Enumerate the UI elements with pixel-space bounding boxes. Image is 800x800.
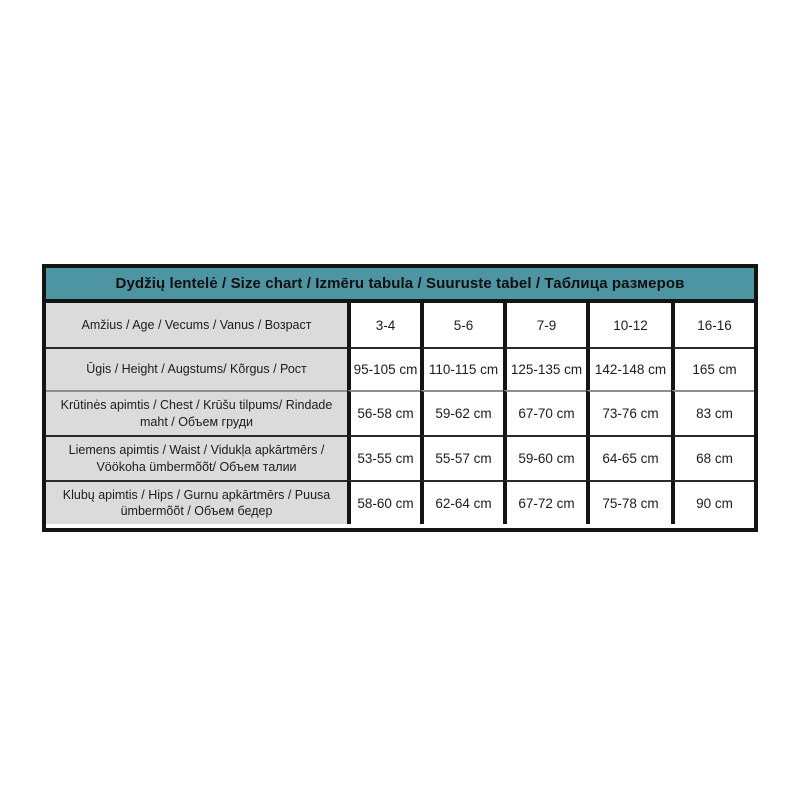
- cell-waist-size4: 64-65 cm: [586, 435, 671, 480]
- cell-height-size5: 165 cm: [671, 347, 754, 390]
- cell-chest-size1: 56-58 cm: [347, 390, 420, 435]
- cell-waist-size5: 68 cm: [671, 435, 754, 480]
- cell-age-size1: 3-4: [347, 303, 420, 347]
- size-chart-table: [42, 264, 758, 532]
- cell-age-size5: 16-16: [671, 303, 754, 347]
- table-title: Dydžių lentelė / Size chart / Izmēru tabula / Suuruste tabel / Таблица размеров: [46, 268, 754, 303]
- cell-height-size2: 110-115 cm: [420, 347, 503, 390]
- cell-chest-size5: 83 cm: [671, 390, 754, 435]
- row-label-chest: Krūtinės apimtis / Chest / Krūšu tilpums/ Rindade maht / Объем груди: [46, 390, 347, 435]
- cell-waist-size3: 59-60 cm: [503, 435, 586, 480]
- cell-height-size1: 95-105 cm: [347, 347, 420, 390]
- cell-hips-size3: 67-72 cm: [503, 480, 586, 524]
- cell-waist-size1: 53-55 cm: [347, 435, 420, 480]
- cell-height-size3: 125-135 cm: [503, 347, 586, 390]
- cell-age-size3: 7-9: [503, 303, 586, 347]
- row-label-height: Ūgis / Height / Augstums/ Kõrgus / Рост: [46, 347, 347, 390]
- table-body: [46, 303, 754, 528]
- cell-waist-size2: 55-57 cm: [420, 435, 503, 480]
- cell-age-size4: 10-12: [586, 303, 671, 347]
- cell-hips-size1: 58-60 cm: [347, 480, 420, 524]
- cell-hips-size4: 75-78 cm: [586, 480, 671, 524]
- row-label-waist: Liemens apimtis / Waist / Vidukļa apkārtmērs / Vöökoha ümbermõõt/ Объем талии: [46, 435, 347, 480]
- row-label-age: Amžius / Age / Vecums / Vanus / Возраст: [46, 303, 347, 347]
- cell-age-size2: 5-6: [420, 303, 503, 347]
- cell-chest-size4: 73-76 cm: [586, 390, 671, 435]
- cell-height-size4: 142-148 cm: [586, 347, 671, 390]
- cell-chest-size3: 67-70 cm: [503, 390, 586, 435]
- cell-hips-size2: 62-64 cm: [420, 480, 503, 524]
- row-label-hips: Klubų apimtis / Hips / Gurnu apkārtmērs / Puusa ümbermõõt / Объем бедер: [46, 480, 347, 524]
- cell-hips-size5: 90 cm: [671, 480, 754, 524]
- cell-chest-size2: 59-62 cm: [420, 390, 503, 435]
